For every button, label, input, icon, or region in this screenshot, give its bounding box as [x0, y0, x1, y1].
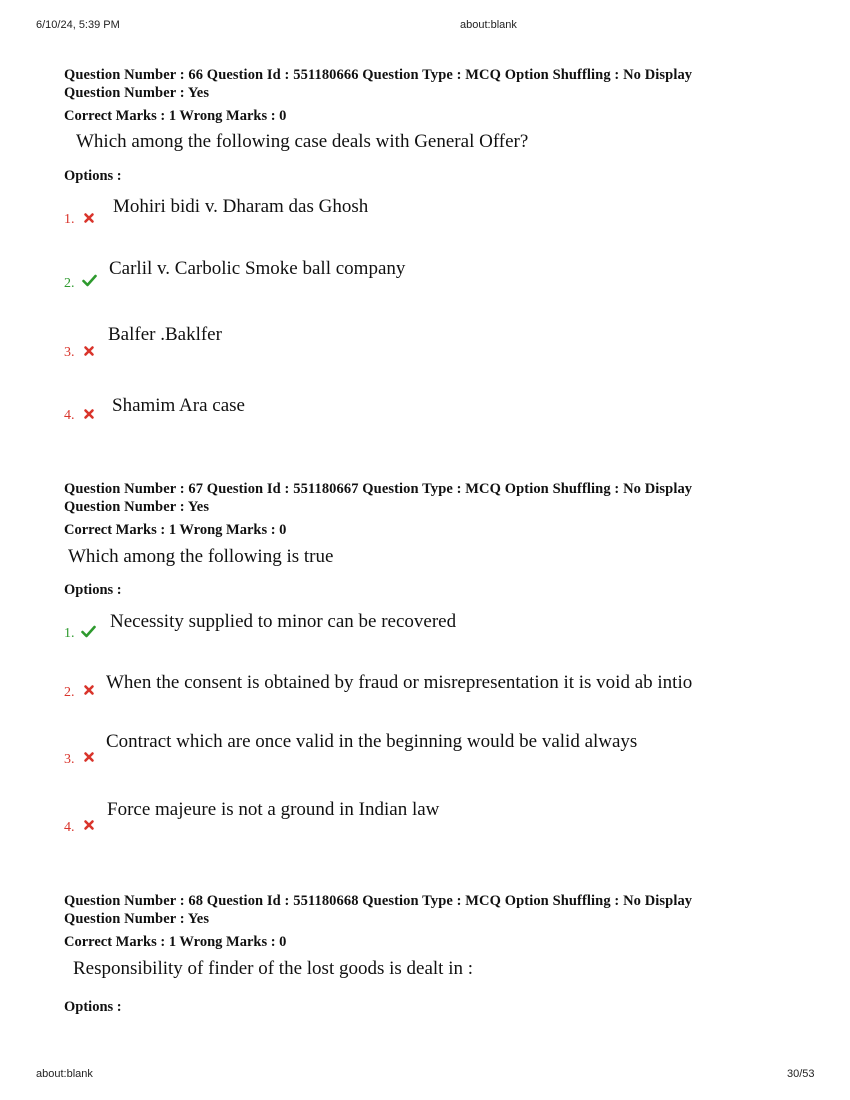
option-number: 3.	[64, 345, 75, 360]
question-block-66	[64, 66, 784, 423]
question-marks: Correct Marks : 1 Wrong Marks : 0	[64, 934, 287, 950]
options-label: Options :	[64, 999, 122, 1015]
question-meta-line2: Question Number : Yes	[64, 499, 210, 515]
question-text: Responsibility of finder of the lost goods is dealt in :	[73, 958, 474, 979]
question-meta-line2: Question Number : Yes	[64, 85, 210, 101]
option-number: 4.	[64, 820, 75, 835]
options-label: Options :	[64, 168, 122, 184]
cross-icon	[83, 819, 95, 831]
option-text: Mohiri bidi v. Dharam das Ghosh	[113, 196, 369, 217]
checkmark-icon	[82, 274, 97, 287]
print-datetime: 6/10/24, 5:39 PM	[36, 19, 120, 31]
question-marks: Correct Marks : 1 Wrong Marks : 0	[64, 108, 287, 124]
question-text: Which among the following case deals with General Offer?	[76, 131, 529, 152]
option-text: Carlil v. Carbolic Smoke ball company	[109, 258, 406, 279]
cross-icon	[83, 408, 95, 420]
question-text: Which among the following is true	[68, 546, 334, 567]
footer-url: about:blank	[36, 1068, 93, 1080]
question-block-67	[64, 480, 784, 835]
options-label: Options :	[64, 582, 122, 598]
option-text: When the consent is obtained by fraud or misrepresentation it is void ab intio	[106, 672, 693, 693]
option-number: 2.	[64, 685, 75, 700]
option-number: 1.	[64, 626, 75, 641]
cross-icon	[83, 212, 95, 224]
page-number: 30/53	[787, 1068, 815, 1080]
option-text: Shamim Ara case	[112, 395, 245, 416]
option-text: Contract which are once valid in the beginning would be valid always	[106, 731, 638, 752]
option-text: Necessity supplied to minor can be recovered	[110, 611, 457, 632]
print-title: about:blank	[460, 19, 517, 31]
option-text: Balfer .Baklfer	[108, 324, 222, 345]
cross-icon	[83, 684, 95, 696]
cross-icon	[83, 751, 95, 763]
question-meta-line2: Question Number : Yes	[64, 911, 210, 927]
question-block-68	[64, 892, 784, 1015]
question-meta-line1: Question Number : 66 Question Id : 551180666 Question Type : MCQ Option Shuffling : No Display	[64, 67, 693, 83]
option-text: Force majeure is not a ground in Indian law	[107, 799, 440, 820]
question-meta-line1: Question Number : 67 Question Id : 551180667 Question Type : MCQ Option Shuffling : No Display	[64, 481, 693, 497]
option-number: 4.	[64, 408, 75, 423]
cross-icon	[83, 345, 95, 357]
question-meta-line1: Question Number : 68 Question Id : 551180668 Question Type : MCQ Option Shuffling : No Display	[64, 893, 693, 909]
option-number: 2.	[64, 276, 75, 291]
option-number: 3.	[64, 752, 75, 767]
option-number: 1.	[64, 212, 75, 227]
checkmark-icon	[81, 625, 96, 638]
question-marks: Correct Marks : 1 Wrong Marks : 0	[64, 522, 287, 538]
